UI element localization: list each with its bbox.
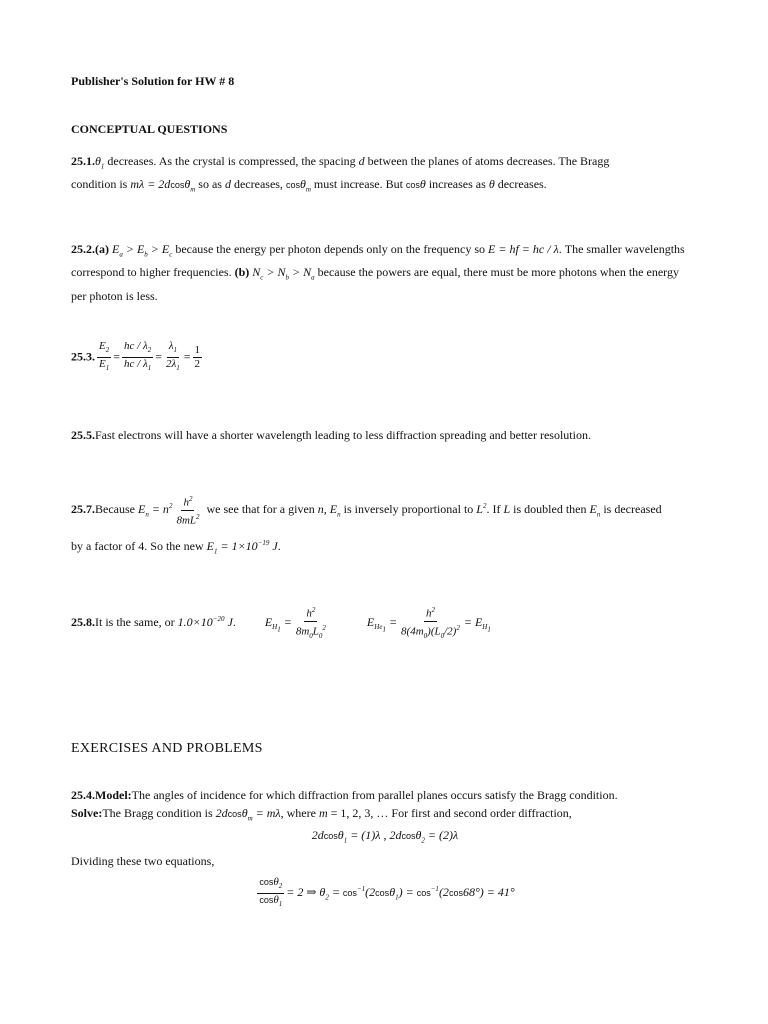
math-en: $E_n$ — [589, 502, 601, 519]
question-text: increases as — [425, 177, 489, 192]
math-d: d — [358, 154, 365, 168]
question-text: is inversely proportional to — [340, 502, 477, 516]
question-25-5 — [71, 426, 699, 444]
question-number: 25.7. — [71, 502, 95, 516]
math-en: $E_n$ — [329, 502, 341, 519]
math-ground-hydrogen: = $E_{H_1}$ — [463, 615, 491, 634]
question-25-2 — [71, 240, 699, 305]
math-theta1: $\theta_1$ — [95, 154, 105, 171]
question-number: 25.8. — [71, 615, 95, 629]
question-25-7: 25.7.Because $E_n = n^2$ $\frac{h^2}{8mL^2}$ we see that for a given n, $E_n$ is inversely proportional to $L^2$. If L is doubled then $E_n$ is decreased by a factor of 4. So the new $E_1 = 1\times 10^{-19}$ J. — [71, 495, 662, 556]
question-text: decreases. — [494, 177, 547, 192]
math-fraction: $\frac{h^2}{8(4m_0)(L_0/2)^2}$ — [401, 606, 460, 640]
question-text: by a factor of 4. So the new — [71, 539, 207, 554]
page-title: Publisher's Solution for HW # 8 — [71, 74, 235, 88]
math-result: = 2 ⇒ $\theta_2 = \cos^{-1}(2\cos\theta_1) = \cos^{-1}(2\cos 68^\circ) = 41^\circ$ — [286, 885, 515, 902]
math-energy-level: $E_n = n^2$ — [137, 502, 173, 519]
math-ground-hydrogen: $E_{H_1}$ = — [264, 615, 292, 634]
model-label: Model: — [95, 788, 132, 802]
question-text: It is the same, or — [95, 615, 178, 629]
question-text: correspond to higher frequencies. — [71, 265, 235, 280]
math-m: m — [318, 806, 328, 820]
question-text: so as — [195, 177, 225, 192]
solve-text: , where — [280, 806, 319, 820]
question-text: is doubled then — [510, 502, 590, 516]
question-number: 25.4. — [71, 788, 95, 802]
math-fraction: $\frac{\lambda_1}{2\lambda_1}$ — [166, 340, 180, 373]
section-heading-conceptual: CONCEPTUAL QUESTIONS — [71, 122, 228, 136]
math-l: L — [503, 502, 511, 516]
math-n: n — [317, 502, 324, 516]
math-new-energy: $E_1 = 1\times 10^{-19}$ J — [206, 539, 278, 556]
question-text: Because — [95, 502, 138, 516]
question-text: must increase. But — [310, 177, 406, 192]
question-text: Fast electrons will have a shorter wavelength leading to less diffraction spreading and better resolution. — [95, 428, 591, 442]
question-25-8: 25.8.It is the same, or $1.0\times 10^{-20}$ J. $E_{H_1}$ = $\frac{h^2}{8m_0L_0^2}$ $E_{He_1}$ = $\frac{h^2}{8(4m_0)(L_0/2)^2}$ = $E_{H_1}$ — [71, 596, 699, 653]
math-theta: θ — [488, 177, 495, 192]
math-energy-order: $E_a > E_b > E_c$ — [112, 242, 173, 259]
question-text: because the powers are equal, there must be more photons when the energy — [314, 265, 679, 280]
dividing-text: Dividing these two equations, — [71, 854, 215, 868]
question-text: condition is — [71, 177, 131, 192]
question-text: decreases. As the crystal is compressed, the spacing — [104, 154, 359, 168]
question-number: 25.2. — [71, 242, 95, 256]
part-a-label: (a) — [95, 242, 109, 256]
question-number: 25.3. — [71, 349, 95, 364]
question-text: decreases, — [230, 177, 286, 192]
math-cos-theta: cosθ — [405, 177, 426, 192]
equation-result — [71, 874, 699, 912]
math-bragg: 2dcosθ$_m$ = mλ — [215, 806, 281, 823]
math-fraction: $\frac{\cos\theta_2}{\cos\theta_1}$ — [259, 875, 283, 908]
solve-label: Solve: — [71, 806, 103, 820]
question-text: . The smaller wavelengths — [558, 242, 685, 256]
problem-25-4 — [71, 786, 699, 827]
math-second-order: 2dcosθ$_2$ = (2)λ — [389, 828, 459, 845]
math-fraction: $\frac{E_2}{E_1}$ — [99, 340, 110, 373]
question-text: we see that for a given — [203, 502, 318, 516]
model-text: The angles of incidence for which diffraction from parallel planes occurs satisfy the Bragg condition. — [131, 788, 618, 802]
math-fraction: $\frac{h^2}{8m_0L_0^2}$ — [295, 606, 326, 640]
math-fraction: $\frac{hc / \lambda_2}{hc / \lambda_1}$ — [124, 340, 152, 373]
solve-text: = 1, 2, 3, … For first and second order diffraction, — [327, 806, 572, 820]
question-25-1 — [71, 152, 699, 199]
math-cos-theta-m: cosθ$_m$ — [285, 177, 311, 194]
question-number: 25.1. — [71, 154, 95, 168]
math-photon-count-order: $N_c > N_b > N_a$ — [252, 265, 315, 282]
math-d: d — [224, 177, 231, 192]
math-first-order: 2dcosθ$_1$ = (1)λ — [311, 828, 381, 845]
section-heading-exercises: EXERCISES AND PROBLEMS — [71, 741, 263, 756]
question-number: 25.5. — [71, 428, 95, 442]
question-text: . If — [486, 502, 504, 516]
math-l-squared: $L^2$ — [476, 502, 487, 516]
question-25-3: 25.3. $\frac{E_2}{E_1}$ = $\frac{hc / \lambda_2}{hc / \lambda_1}$ = $\frac{\lambda_1}{2\lambda_1}$ = $\frac{1}{2}$ — [71, 340, 699, 375]
question-text: because the energy per photon depends only on the frequency so — [172, 242, 489, 256]
part-b-label: (b) — [234, 265, 250, 280]
solve-text: The Bragg condition is — [102, 806, 216, 820]
question-text: between the planes of atoms decreases. The Bragg — [364, 154, 610, 168]
math-ground-he: $E_{He_1}$ = — [366, 615, 398, 634]
math-fraction: $\frac{h^2}{8mL^2}$ — [176, 495, 200, 527]
math-value: $1.0\times 10^{-20}$ J — [177, 615, 233, 629]
math-fraction: $\frac{1}{2}$ — [194, 344, 201, 371]
math-bragg: mλ = 2dcosθ$_m$ — [130, 177, 196, 194]
math-photon-energy: E = hf = hc / λ — [488, 242, 559, 256]
question-text: per photon is less. — [71, 288, 158, 303]
equation-orders: 2dcosθ$_1$ = (1)λ , 2dcosθ$_2$ = (2)λ — [311, 828, 459, 845]
question-text: is decreased — [600, 502, 662, 516]
